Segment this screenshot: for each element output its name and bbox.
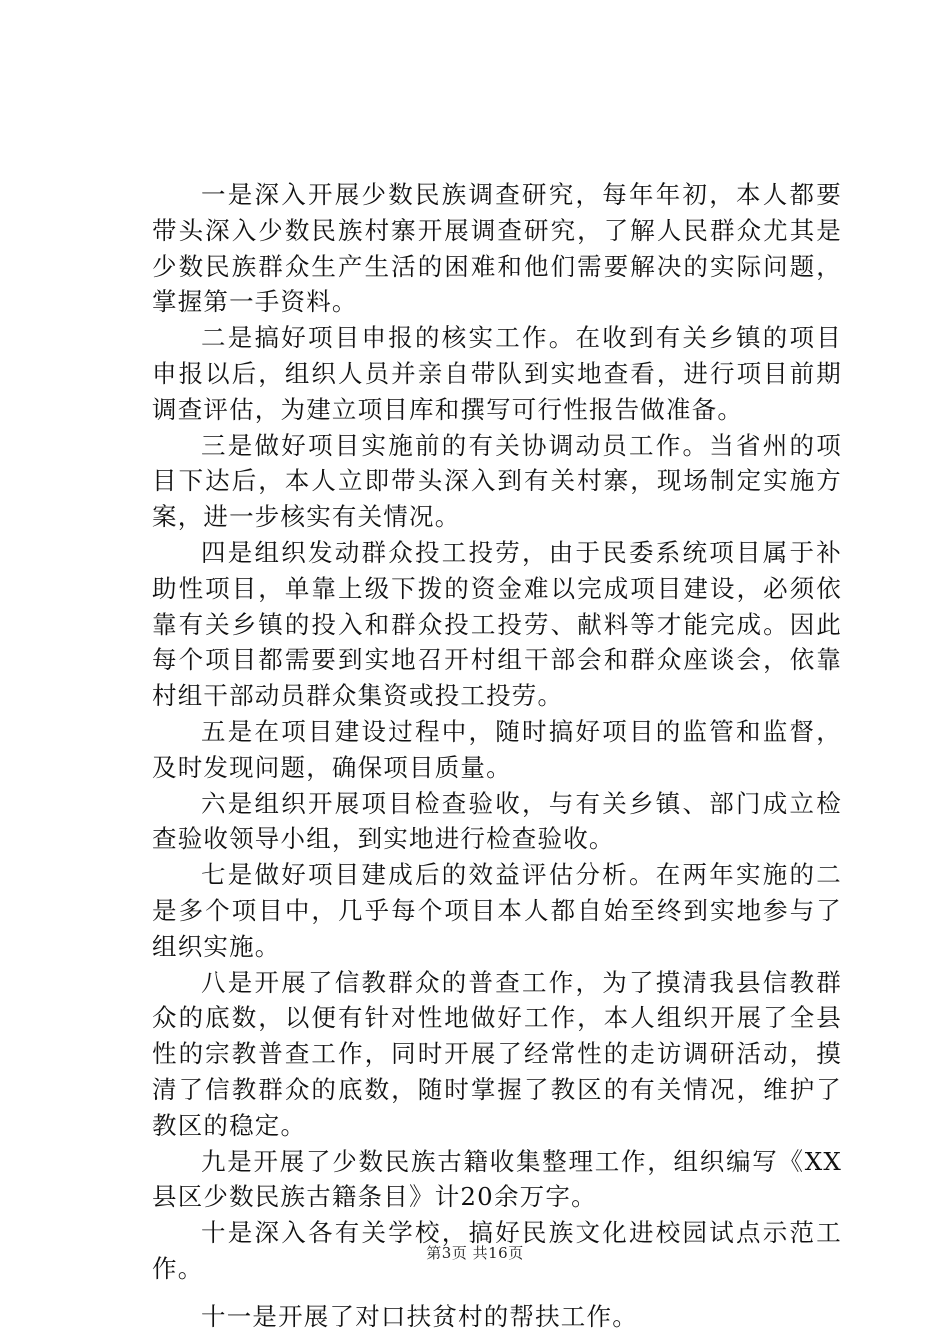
document-body	[152, 177, 842, 1335]
paragraph-5: 五是在项目建设过程中，随时搞好项目的监管和监督，及时发现问题，确保项目质量。	[152, 716, 842, 782]
paragraph-11: 十一是开展了对口扶贫村的帮扶工作。	[201, 1301, 638, 1331]
paragraph-2: 二是搞好项目申报的核实工作。在收到有关乡镇的项目申报以后，组织人员并亲自带队到实地查看，进行项目前期调查评估，为建立项目库和撰写可行性报告做准备。	[152, 323, 842, 424]
paragraph-3: 三是做好项目实施前的有关协调动员工作。当省州的项目下达后，本人立即带头深入到有关村寨，现场制定实施方案，进一步核实有关情况。	[152, 430, 842, 532]
paragraph-4: 四是组织发动群众投工投劳，由于民委系统项目属于补助性项目，单靠上级下拨的资金难以完成项目建设，必须依靠有关乡镇的投入和群众投工投劳、献料等才能完成。因此每个项目都需要到实地召开村组干部会和群众座谈会，依靠村组干部动员群众集资或投工投劳。	[152, 537, 842, 711]
page-number-footer: 第3页 共16页	[426, 1244, 524, 1262]
paragraph-6: 六是组织开展项目检查验收，与有关乡镇、部门成立检查验收领导小组，到实地进行检查验收。	[152, 788, 842, 854]
paragraph-1: 一是深入开展少数民族调查研究，每年年初，本人都要带头深入少数民族村寨开展调查研究，了解人民群众尤其是少数民族群众生产生活的困难和他们需要解决的实际问题，掌握第一手资料。	[152, 180, 842, 317]
paragraph-7: 七是做好项目建成后的效益评估分析。在两年实施的二是多个项目中，几乎每个项目本人都自始至终到实地参与了组织实施。	[152, 860, 842, 961]
paragraph-10: 十是深入各有关学校，搞好民族文化进校园试点示范工作。	[152, 1218, 842, 1283]
paragraph-9: 九是开展了少数民族古籍收集整理工作，组织编写《XX县区少数民族古籍条目》计20余万字。	[152, 1146, 842, 1212]
paragraph-8: 八是开展了信教群众的普查工作，为了摸清我县信教群众的底数，以便有针对性地做好工作，本人组织开展了全县性的宗教普查工作，同时开展了经常性的走访调研活动，摸清了信教群众的底数，随时掌握了教区的有关情况，维护了教区的稳定。	[152, 967, 842, 1140]
